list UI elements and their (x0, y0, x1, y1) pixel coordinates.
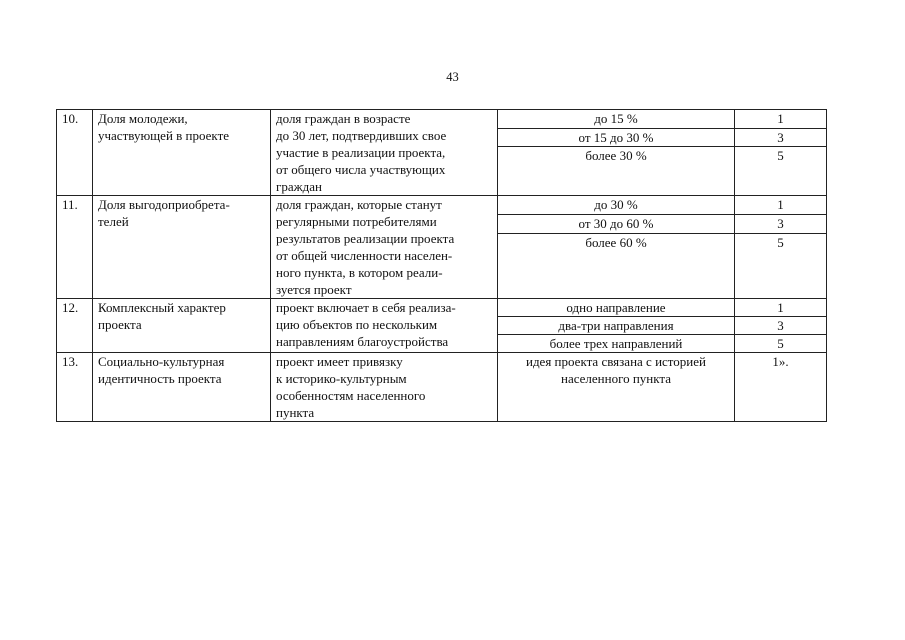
criterion-name: Доля выгодоприобрета- телей (93, 196, 271, 299)
condition-cell: от 30 до 60 % (498, 215, 735, 234)
row-number: 12. (57, 299, 93, 353)
criterion-description: доля граждан в возрасте до 30 лет, подтвердивших свое участие в реализации проекта, от общего числа участвующих граждан (271, 110, 498, 196)
condition-cell: более 30 % (498, 147, 735, 196)
criterion-description: проект имеет привязку к историко-культурным особенностям населенного пункта (271, 353, 498, 422)
score-cell: 5 (735, 234, 827, 299)
score-cell: 1 (735, 299, 827, 317)
criterion-name: Доля молодежи, участвующей в проекте (93, 110, 271, 196)
score-cell: 1 (735, 110, 827, 129)
page-number: 43 (446, 70, 459, 84)
condition-cell: от 15 до 30 % (498, 128, 735, 147)
criteria-table (56, 109, 827, 422)
row-number: 13. (57, 353, 93, 422)
condition-cell: более трех направлений (498, 335, 735, 353)
criterion-description: проект включает в себя реализа- цию объектов по нескольким направлениям благоустройства (271, 299, 498, 353)
score-cell: 3 (735, 215, 827, 234)
row-number: 10. (57, 110, 93, 196)
score-cell: 5 (735, 147, 827, 196)
table-row (57, 299, 827, 317)
criterion-name: Комплексный характер проекта (93, 299, 271, 353)
condition-cell: идея проекта связана с историей населенного пункта (498, 353, 735, 422)
condition-cell: одно направление (498, 299, 735, 317)
score-cell: 1 (735, 196, 827, 215)
criterion-description: доля граждан, которые станут регулярными потребителями результатов реализации проекта от общей численности населен- ного пункта, в котором реали- зуется проект (271, 196, 498, 299)
criterion-name: Социально-культурная идентичность проекта (93, 353, 271, 422)
condition-cell: до 30 % (498, 196, 735, 215)
condition-cell: до 15 % (498, 110, 735, 129)
score-cell: 1». (735, 353, 827, 422)
condition-cell: два-три направления (498, 317, 735, 335)
condition-cell: более 60 % (498, 234, 735, 299)
table-row (57, 353, 827, 422)
score-cell: 5 (735, 335, 827, 353)
score-cell: 3 (735, 317, 827, 335)
score-cell: 3 (735, 128, 827, 147)
table-row (57, 110, 827, 129)
row-number: 11. (57, 196, 93, 299)
table-row (57, 196, 827, 215)
